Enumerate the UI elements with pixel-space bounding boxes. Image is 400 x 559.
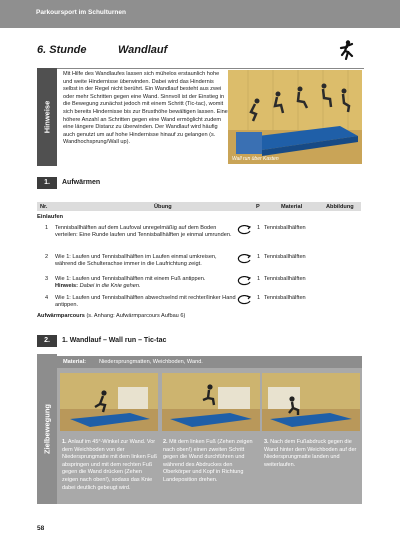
exercise-note: Dabei in die Knie gehen. bbox=[79, 283, 141, 290]
step-1-text bbox=[62, 439, 158, 492]
circle-run-icon bbox=[237, 225, 253, 235]
step-3-number: 3. bbox=[264, 439, 269, 445]
zielbewegung-tab bbox=[37, 354, 57, 504]
exercise-material: Tennisballhälften bbox=[264, 225, 306, 231]
zielbewegung-label: Zielbewegung bbox=[42, 403, 52, 455]
exercise-p: 1 bbox=[257, 295, 261, 301]
step-3-description: Nach dem Fußabdruck gegen die Wand hinter dem Weichboden auf der Niedersprungmatte landen und weiterlaufen. bbox=[264, 439, 357, 468]
circle-run-icon bbox=[237, 295, 253, 305]
exercise-text: Tennisballhälften auf dem Laufoval unregelmäßig auf dem Boden verteilen: Eine Runde laufen und Tennisballhälften je einmal umrunden. bbox=[55, 225, 232, 239]
exercise-p: 1 bbox=[257, 225, 261, 231]
hinweise-tab bbox=[37, 68, 57, 166]
exercise-text: Wie 1: Laufen und Tennisballhälften im Laufen einmal umkreisen, während die Schulterachse immer in die Laufrichtung zeigt. bbox=[55, 254, 217, 268]
lesson-number: 6. Stunde bbox=[37, 44, 87, 56]
step-2-number: 2. bbox=[163, 439, 168, 445]
parcours-label: Aufwärmparcours bbox=[37, 313, 85, 319]
section-2-title: 1. Wandlauf – Wall run – Tic-tac bbox=[62, 337, 167, 344]
exercise-material: Tennisballhälften bbox=[264, 295, 306, 301]
circle-run-icon bbox=[237, 276, 253, 286]
step-1-number: 1. bbox=[62, 439, 67, 445]
section-1-title: Aufwärmen bbox=[62, 179, 101, 186]
book-section-title: Parkoursport im Schulturnen bbox=[36, 9, 126, 16]
exercise-material: Tennisballhälften bbox=[264, 254, 306, 260]
section-2-number: 2. bbox=[37, 335, 57, 347]
header-bar bbox=[0, 0, 400, 28]
col-abbildung: Abbildung bbox=[326, 203, 354, 210]
exercise-nr: 2 bbox=[45, 254, 49, 260]
col-p: P bbox=[256, 203, 260, 210]
step-3-text bbox=[264, 439, 360, 469]
exercise-p: 1 bbox=[257, 254, 261, 260]
step-2-description: Mit dem linken Fuß (Zehen zeigen nach oben!) einen zweiten Schritt gegen die Wand durchführen und während des Abdruckes den Oberkörper und Kopf in Richtung Landeposition drehen. bbox=[163, 439, 253, 483]
col-nr: Nr. bbox=[40, 203, 48, 210]
einlaufen-label: Einlaufen bbox=[37, 214, 64, 220]
material-label: Material: bbox=[63, 359, 87, 365]
section-1-number: 1. bbox=[37, 177, 57, 189]
exercise-note-label: Hinweis: bbox=[55, 283, 79, 290]
exercise-text: Wie 1: Laufen und Tennisballhälften abwechselnd mit rechter/linker Hand antippen. bbox=[55, 295, 236, 309]
step-1-description: Anlauf im 45°-Winkel zur Wand. Vor dem Weichboden von der Niedersprungmatte mit dem linken Fuß abspringen und mit dem rechten Fuß gegen die Wand drücken (Zehen zeigen nach oben!), sodass das Knie dabei deutlich gebeugt wird. bbox=[62, 439, 158, 491]
wall-run-photo bbox=[228, 70, 362, 164]
step-3-photo bbox=[262, 373, 360, 431]
exercise-nr: 4 bbox=[45, 295, 49, 301]
step-1-photo bbox=[60, 373, 158, 431]
circle-run-icon bbox=[237, 254, 253, 264]
hinweise-text: Mit Hilfe des Wandlaufes lassen sich mühelos erstaunlich hohe und weite Hindernisse überwinden. Dabei wird das Hindernis selbst in der Regel nicht berührt. Ein Wandlauf besteht aus zwei oder mehr Schritten gegen eine Wand. Sinnvoll ist der Einstieg in die Bewegung zunächst jedoch mit einem Schritt (Tic-tac), womit sich bereits Hindernisse bis zur Brusthöhe bewältigen lassen. Eine höhere Anzahl an Schritten gegen eine Wand ermöglicht zudem eine längere Distanz zu überwinden. Der Wandlauf wird häufig auch genutzt um auf hohe Hindernisse hinauf zu gelangen (s. Wandhochsprung/Wall up). bbox=[63, 71, 228, 146]
step-2-photo bbox=[162, 373, 260, 431]
parkour-runner-icon bbox=[339, 40, 355, 60]
exercise-nr: 3 bbox=[45, 276, 49, 282]
parcours-text: (s. Anhang: Aufwärmparcours Aufbau 6) bbox=[86, 313, 186, 319]
exercise-table-header bbox=[37, 202, 361, 211]
lesson-topic: Wandlauf bbox=[118, 44, 168, 56]
exercise-p: 1 bbox=[257, 276, 261, 282]
exercise-material: Tennisballhälften bbox=[264, 276, 306, 282]
step-2-text bbox=[163, 439, 259, 485]
material-value: Niedersprungmatten, Weichboden, Wand. bbox=[99, 359, 203, 365]
exercise-text: Wie 1: Laufen und Tennisballhälften mit einem Fuß antippen. bbox=[55, 276, 206, 282]
photo-caption: Wall run über Kasten bbox=[232, 156, 279, 162]
material-bar bbox=[57, 356, 362, 368]
col-uebung: Übung bbox=[154, 203, 172, 210]
aufwaermparcours-line bbox=[37, 313, 185, 319]
page-number: 58 bbox=[37, 525, 45, 532]
hinweise-label: Hinweise bbox=[42, 100, 52, 134]
col-material: Material bbox=[281, 203, 303, 210]
exercise-nr: 1 bbox=[45, 225, 49, 231]
